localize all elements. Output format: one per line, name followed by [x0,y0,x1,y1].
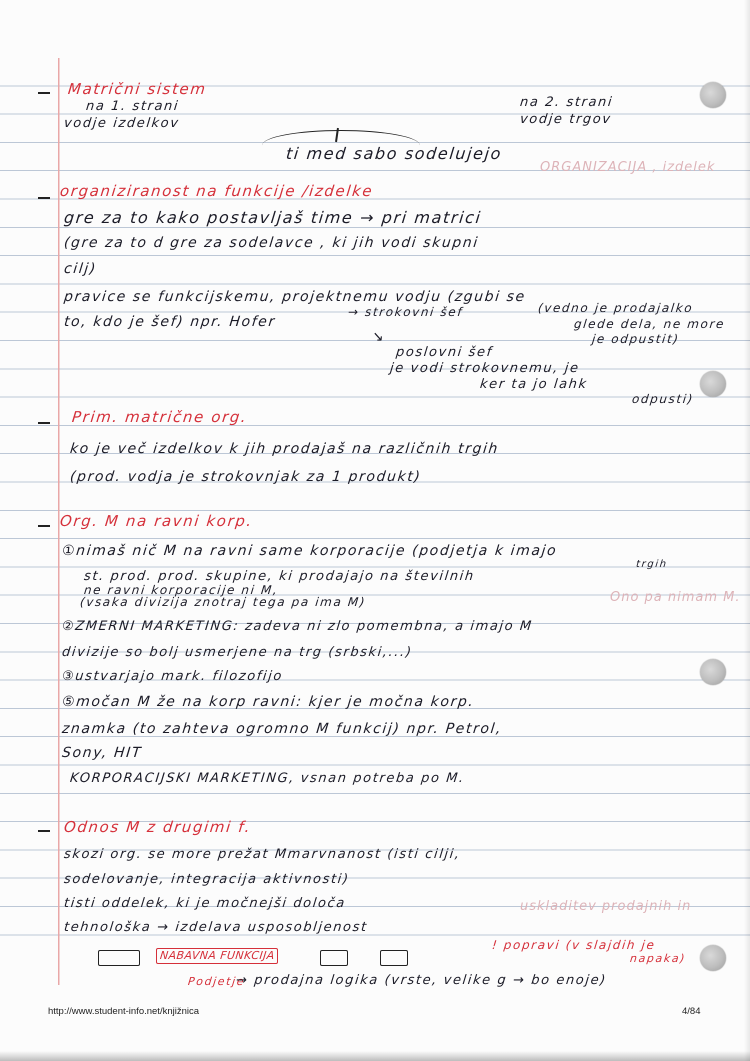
page-edge-shadow [744,0,750,1061]
note-line: je vodi strokovnemu, je [389,361,581,376]
section-heading: Prim. matrične org. [71,408,249,426]
footer-url: http://www.student-info.net/knjižnica [48,1006,200,1017]
section-heading: organiziranost na funkcije /izdelke [59,182,375,200]
note-line: poslovni šef [395,345,494,360]
note-line: (prod. vodja je strokovnjak za 1 produkt) [69,469,423,485]
bullet-dash [38,830,50,832]
bullet-dash [38,525,50,527]
note-line: Podjetje [187,975,246,988]
note-line: pravice se funkcijskemu, projektnemu vodju (zgubi se [63,289,527,305]
bleed-through-text: Ono pa nimam M. [610,590,741,605]
note-line: znamka (to zahteva ogromno M funkcij) npr. Petrol, [61,721,503,737]
note-line: NABAVNA FUNKCIJA [159,949,276,962]
bullet-dash [38,92,50,94]
note-line: (vsaka divizija znotraj tega pa ima M) [79,595,367,609]
page-bottom-shadow [0,1051,750,1061]
note-line: cilj) [63,261,98,277]
note-line: vodje trgov [519,112,613,127]
note-line: KORPORACIJSKI MARKETING, vsnan potreba po M. [69,771,466,786]
bleed-through-text: ORGANIZACIJA , izdelek [540,160,716,175]
page-top-margin [0,0,750,58]
bullet-dash [38,197,50,199]
note-line: Sony, HIT [61,745,143,761]
note-line: tehnološka → izdelava usposobljenost [63,920,369,935]
arrow-glyph: ↘ [371,329,387,345]
note-line: sodelovanje, integracija aktivnosti) [63,872,351,887]
note-line: ②ZMERNI MARKETING: zadeva ni zlo pomembna, a imajo M [61,619,534,634]
diagram-box [98,950,140,966]
note-line: vodje izdelkov [63,116,181,131]
note-line: odpusti) [631,392,695,406]
punch-hole [700,659,726,685]
note-line: ⑤močan M že na korp ravni: kjer je močna korp. [61,694,476,710]
page-bottom-margin [0,985,750,1061]
note-line: st. prod. prod. skupine, ki prodajajo na številnih [83,569,476,584]
note-line: ①nimaš nič M na ravni same korporacije (podjetja k imajo [61,543,559,559]
note-line: trgih [635,559,669,570]
note-line: ne ravni korporacije ni M, [83,583,280,597]
note-line: (vedno je prodajalko [537,301,695,315]
note-line: napaka) [629,952,687,965]
note-line: ti med sabo sodelujejo [285,144,504,163]
note-line: (gre za to d gre za sodelavce , ki jih vodi skupni [63,235,480,251]
note-line: skozi org. se more prežat Mmarvnanost (isti cilji, [63,847,462,862]
note-line: ! popravi (v slajdih je [491,938,657,952]
note-line: gre za to kako postavljaš time → pri matrici [63,208,483,227]
punch-hole [700,371,726,397]
note-line: to, kdo je šef) npr. Hofer [63,314,277,330]
footer-page-number: 4/84 [682,1006,701,1017]
section-heading: Matrični sistem [67,80,208,98]
section-heading: Org. M na ravni korp. [59,512,254,530]
note-line: → prodajna logika (vrste, velike g → bo enoje) [235,973,608,988]
note-line: tisti oddelek, ki je močnejši določa [63,896,347,911]
note-line: na 2. strani [519,95,614,110]
note-line: ker ta jo lahk [479,377,589,392]
bullet-dash [38,422,50,424]
note-line: glede dela, ne more [573,317,726,331]
note-line: je odpustit) [591,332,681,346]
punch-hole [700,945,726,971]
bleed-through-text: uskladitev prodajnih in [520,899,692,914]
note-line: ③ustvarjajo mark. filozofijo [61,669,284,684]
note-line: → strokovni šef [347,305,464,319]
section-heading: Odnos M z drugimi f. [63,818,253,836]
diagram-box [380,950,408,966]
note-line: ko je več izdelkov k jih prodajaš na različnih trgih [69,441,500,457]
note-line: na 1. strani [85,99,180,114]
note-line: divizije so bolj usmerjene na trg (srbski,...) [61,645,414,660]
punch-hole [700,82,726,108]
diagram-box [320,950,348,966]
